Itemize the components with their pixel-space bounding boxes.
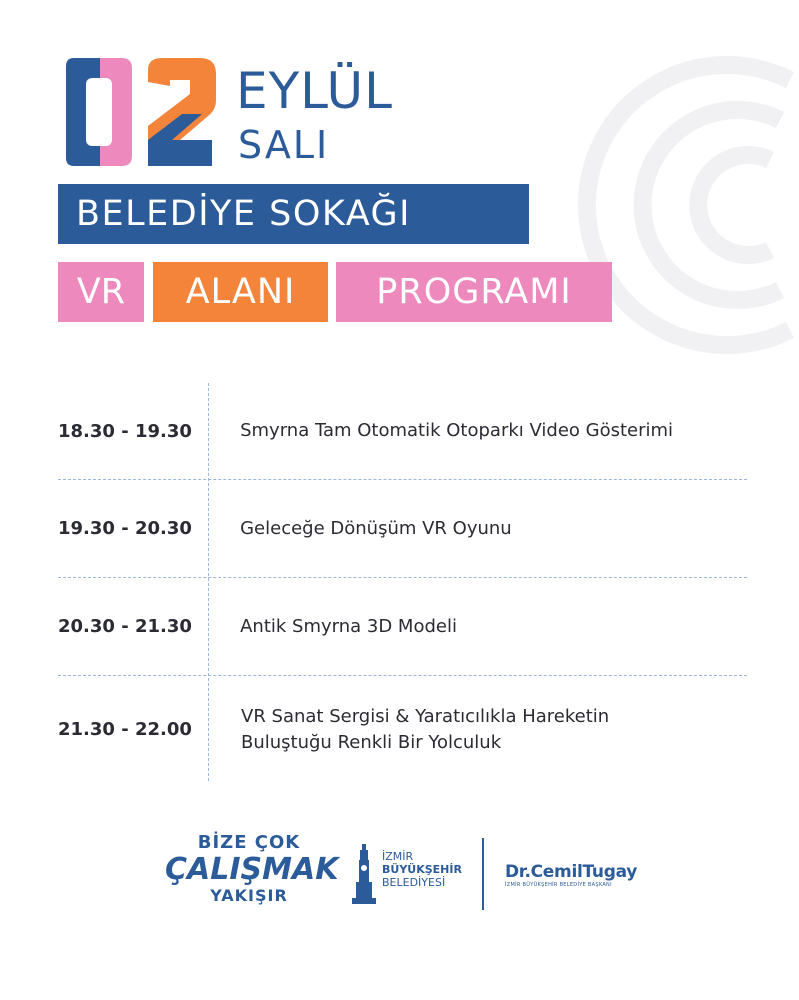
footer: [0, 832, 799, 912]
schedule-list: [58, 383, 747, 783]
slogan-line3: YAKIŞIR: [210, 886, 288, 905]
schedule-event: Smyrna Tam Otomatik Otoparkı Video Gösterimi: [240, 420, 674, 441]
schedule-time: 20.30 - 21.30: [58, 616, 192, 637]
weekday-label: SALI: [238, 123, 330, 167]
clock-tower-icon: [352, 844, 376, 906]
slogan-line1: BİZE ÇOK: [197, 832, 301, 853]
schedule-time: 21.30 - 22.00: [58, 719, 192, 740]
slogan-logo: [165, 832, 339, 906]
alani-band: ALANI: [153, 262, 328, 322]
mayor-name: Dr.CemilTugay: [505, 862, 638, 882]
schedule-row: [58, 676, 747, 783]
schedule-event: Antik Smyrna 3D Modeli: [240, 615, 457, 637]
ibb-name: [382, 850, 462, 889]
vr-band: VR: [58, 262, 144, 322]
date-number-graphic: [62, 56, 222, 168]
schedule-time: 19.30 - 20.30: [58, 518, 192, 539]
mayor-title: İZMİR BÜYÜKŞEHİR BELEDİYE BAŞKANI: [505, 882, 612, 888]
ibb-logo: [352, 844, 472, 906]
mayor-logo: [505, 862, 637, 888]
schedule-row: [58, 578, 747, 676]
program-band: PROGRAMI: [336, 262, 612, 322]
ibb-line3: BELEDİYESİ: [382, 876, 446, 889]
venue-title-band: BELEDİYE SOKAĞI: [58, 184, 529, 244]
schedule-event: Geleceğe Dönüşüm VR Oyunu: [240, 517, 512, 539]
ibb-line1: İZMİR: [382, 850, 414, 863]
footer-divider: [482, 838, 484, 910]
slogan-line2: ÇALIŞMAK: [165, 852, 339, 887]
ibb-line2: BÜYÜKŞEHİR: [382, 863, 462, 876]
month-label: EYLÜL: [236, 62, 393, 120]
schedule-row: [58, 480, 747, 578]
schedule-row: [58, 383, 747, 480]
schedule-event: VR Sanat Sergisi & Yaratıcılıkla Hareketin Buluştuğu Renkli Bir Yolculuk: [241, 705, 610, 753]
schedule-time: 18.30 - 19.30: [58, 420, 192, 442]
